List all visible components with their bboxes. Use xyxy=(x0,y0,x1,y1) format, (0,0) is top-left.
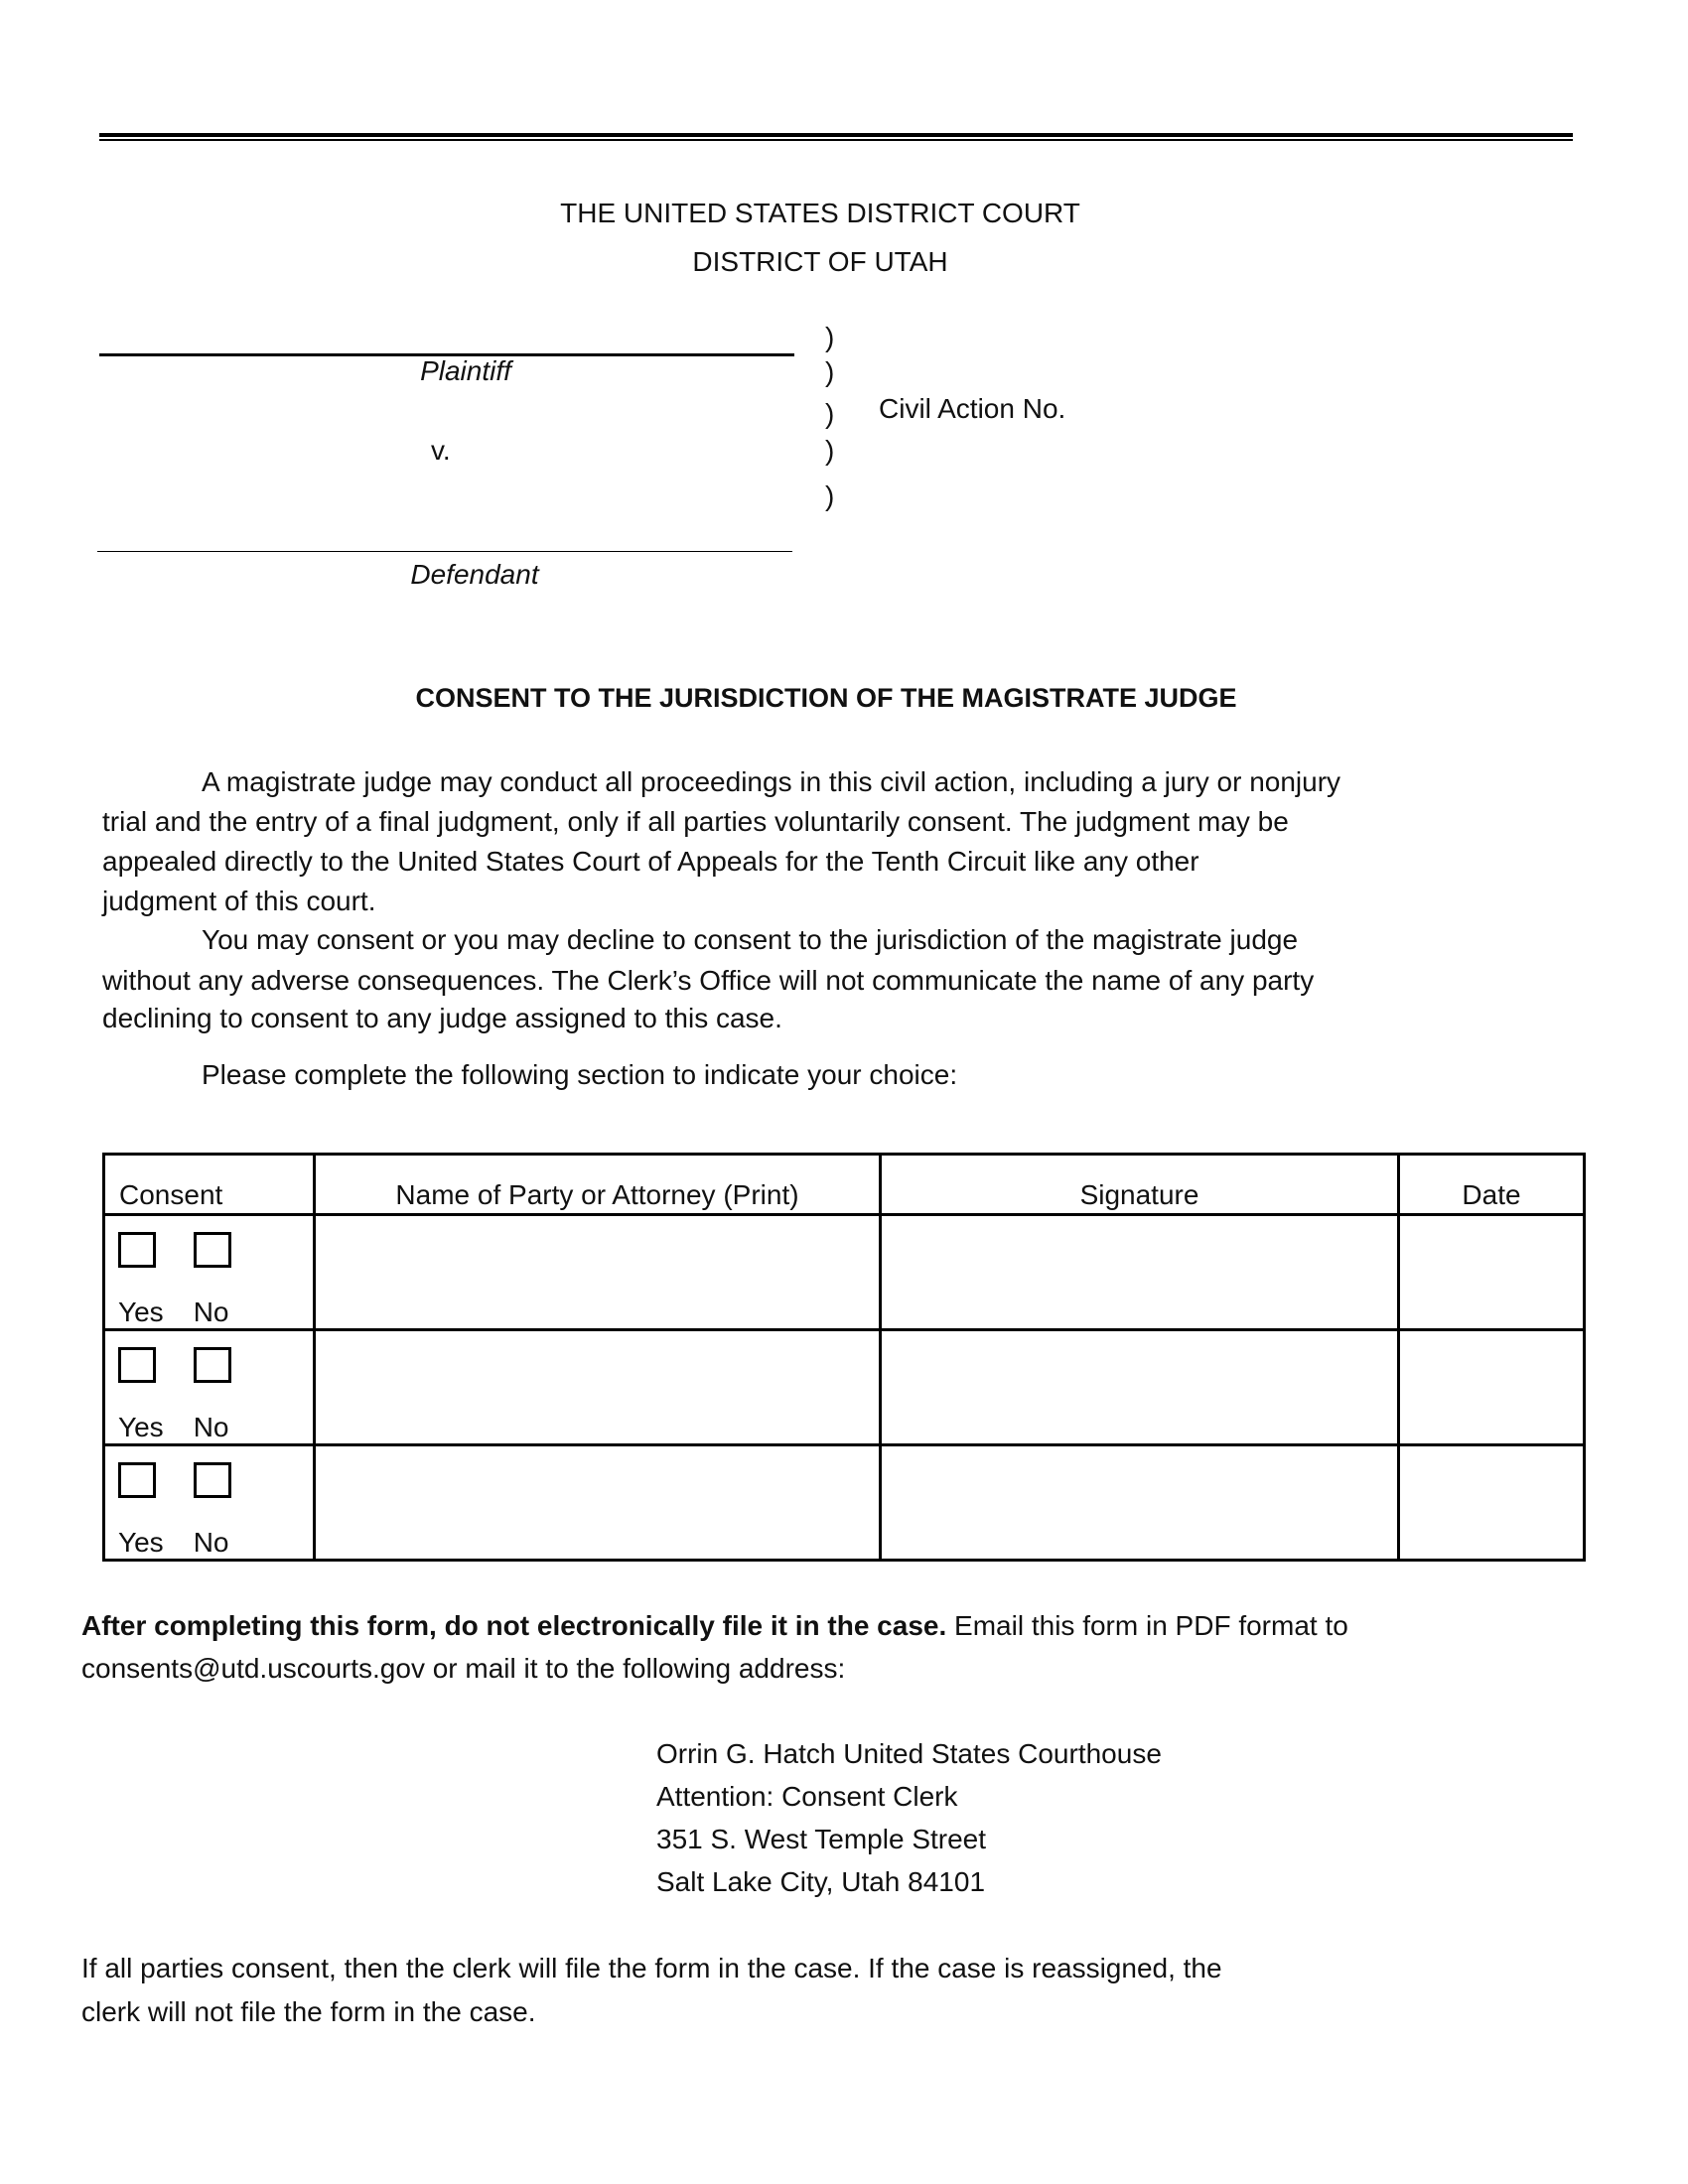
address-line: Salt Lake City, Utah 84101 xyxy=(656,1866,986,1897)
no-checkbox[interactable] xyxy=(194,1232,231,1268)
no-checkbox[interactable] xyxy=(194,1462,231,1498)
name-field[interactable] xyxy=(315,1445,881,1561)
yes-label: Yes xyxy=(118,1412,164,1442)
header-date: Date xyxy=(1399,1155,1585,1215)
header-signature: Signature xyxy=(881,1155,1399,1215)
header-name: Name of Party or Attorney (Print) xyxy=(315,1155,881,1215)
versus-label: v. xyxy=(431,435,451,466)
paragraph1-line: A magistrate judge may conduct all proceedings in this civil action, including a jury or nonjury xyxy=(202,766,1341,797)
header-rule-thick xyxy=(99,133,1573,137)
closing-line: If all parties consent, then the clerk will file the form in the case. If the case is reassigned, the xyxy=(81,1953,1222,1983)
defendant-label: Defendant xyxy=(410,559,539,590)
address-line: Attention: Consent Clerk xyxy=(656,1781,958,1812)
signature-field[interactable] xyxy=(881,1215,1399,1330)
date-field[interactable] xyxy=(1399,1330,1585,1445)
paragraph3: Please complete the following section to indicate your choice: xyxy=(202,1059,958,1090)
paragraph2-line: declining to consent to any judge assigned to this case. xyxy=(102,1003,782,1033)
instructions-line2: consents@utd.uscourts.gov or mail it to the following address: xyxy=(81,1653,846,1684)
table-row xyxy=(104,1330,1585,1445)
date-field[interactable] xyxy=(1399,1215,1585,1330)
paren: ) xyxy=(825,480,835,511)
consent-cell xyxy=(104,1215,315,1330)
court-name: THE UNITED STATES DISTRICT COURT xyxy=(560,198,1080,228)
yes-checkbox[interactable] xyxy=(118,1232,156,1268)
header-consent: Consent xyxy=(104,1155,315,1215)
paragraph1-line: judgment of this court. xyxy=(102,886,376,916)
paren: ) xyxy=(825,356,835,387)
defendant-line xyxy=(97,551,792,552)
consent-table xyxy=(102,1153,1586,1562)
header-rule-thin xyxy=(99,139,1573,141)
yes-checkbox[interactable] xyxy=(118,1462,156,1498)
no-checkbox[interactable] xyxy=(194,1347,231,1383)
plaintiff-label: Plaintiff xyxy=(420,355,511,386)
address-line: 351 S. West Temple Street xyxy=(656,1824,987,1854)
paren: ) xyxy=(825,435,835,466)
no-label: No xyxy=(193,1297,229,1327)
consent-cell xyxy=(104,1445,315,1561)
name-field[interactable] xyxy=(315,1215,881,1330)
no-label: No xyxy=(193,1412,229,1442)
table-row xyxy=(104,1215,1585,1330)
civil-action-label: Civil Action No. xyxy=(879,393,1066,424)
name-field[interactable] xyxy=(315,1330,881,1445)
court-district: DISTRICT OF UTAH xyxy=(692,246,948,277)
table-row xyxy=(104,1445,1585,1561)
no-label: No xyxy=(193,1527,229,1558)
paren: ) xyxy=(825,398,835,429)
date-field[interactable] xyxy=(1399,1445,1585,1561)
table-header-row xyxy=(104,1155,1585,1215)
signature-field[interactable] xyxy=(881,1445,1399,1561)
instructions-line1 xyxy=(81,1606,1348,1646)
yes-label: Yes xyxy=(118,1297,164,1327)
yes-checkbox[interactable] xyxy=(118,1347,156,1383)
address-line: Orrin G. Hatch United States Courthouse xyxy=(656,1738,1162,1769)
paragraph1-line: trial and the entry of a final judgment, only if all parties voluntarily consent. The judgment may be xyxy=(102,806,1289,837)
form-heading: CONSENT TO THE JURISDICTION OF THE MAGISTRATE JUDGE xyxy=(415,683,1237,713)
instructions-bold: After completing this form, do not electronically file it in the case. xyxy=(81,1610,947,1641)
consent-cell xyxy=(104,1330,315,1445)
paren: ) xyxy=(825,322,835,352)
paragraph1-line: appealed directly to the United States Court of Appeals for the Tenth Circuit like any other xyxy=(102,846,1199,877)
paragraph2-line: without any adverse consequences. The Clerk’s Office will not communicate the name of any party xyxy=(102,965,1315,996)
instructions-text: Email this form in PDF format to xyxy=(946,1610,1348,1641)
closing-line: clerk will not file the form in the case. xyxy=(81,1996,536,2027)
signature-field[interactable] xyxy=(881,1330,1399,1445)
yes-label: Yes xyxy=(118,1527,164,1558)
paragraph2-line: You may consent or you may decline to consent to the jurisdiction of the magistrate judge xyxy=(202,924,1299,955)
